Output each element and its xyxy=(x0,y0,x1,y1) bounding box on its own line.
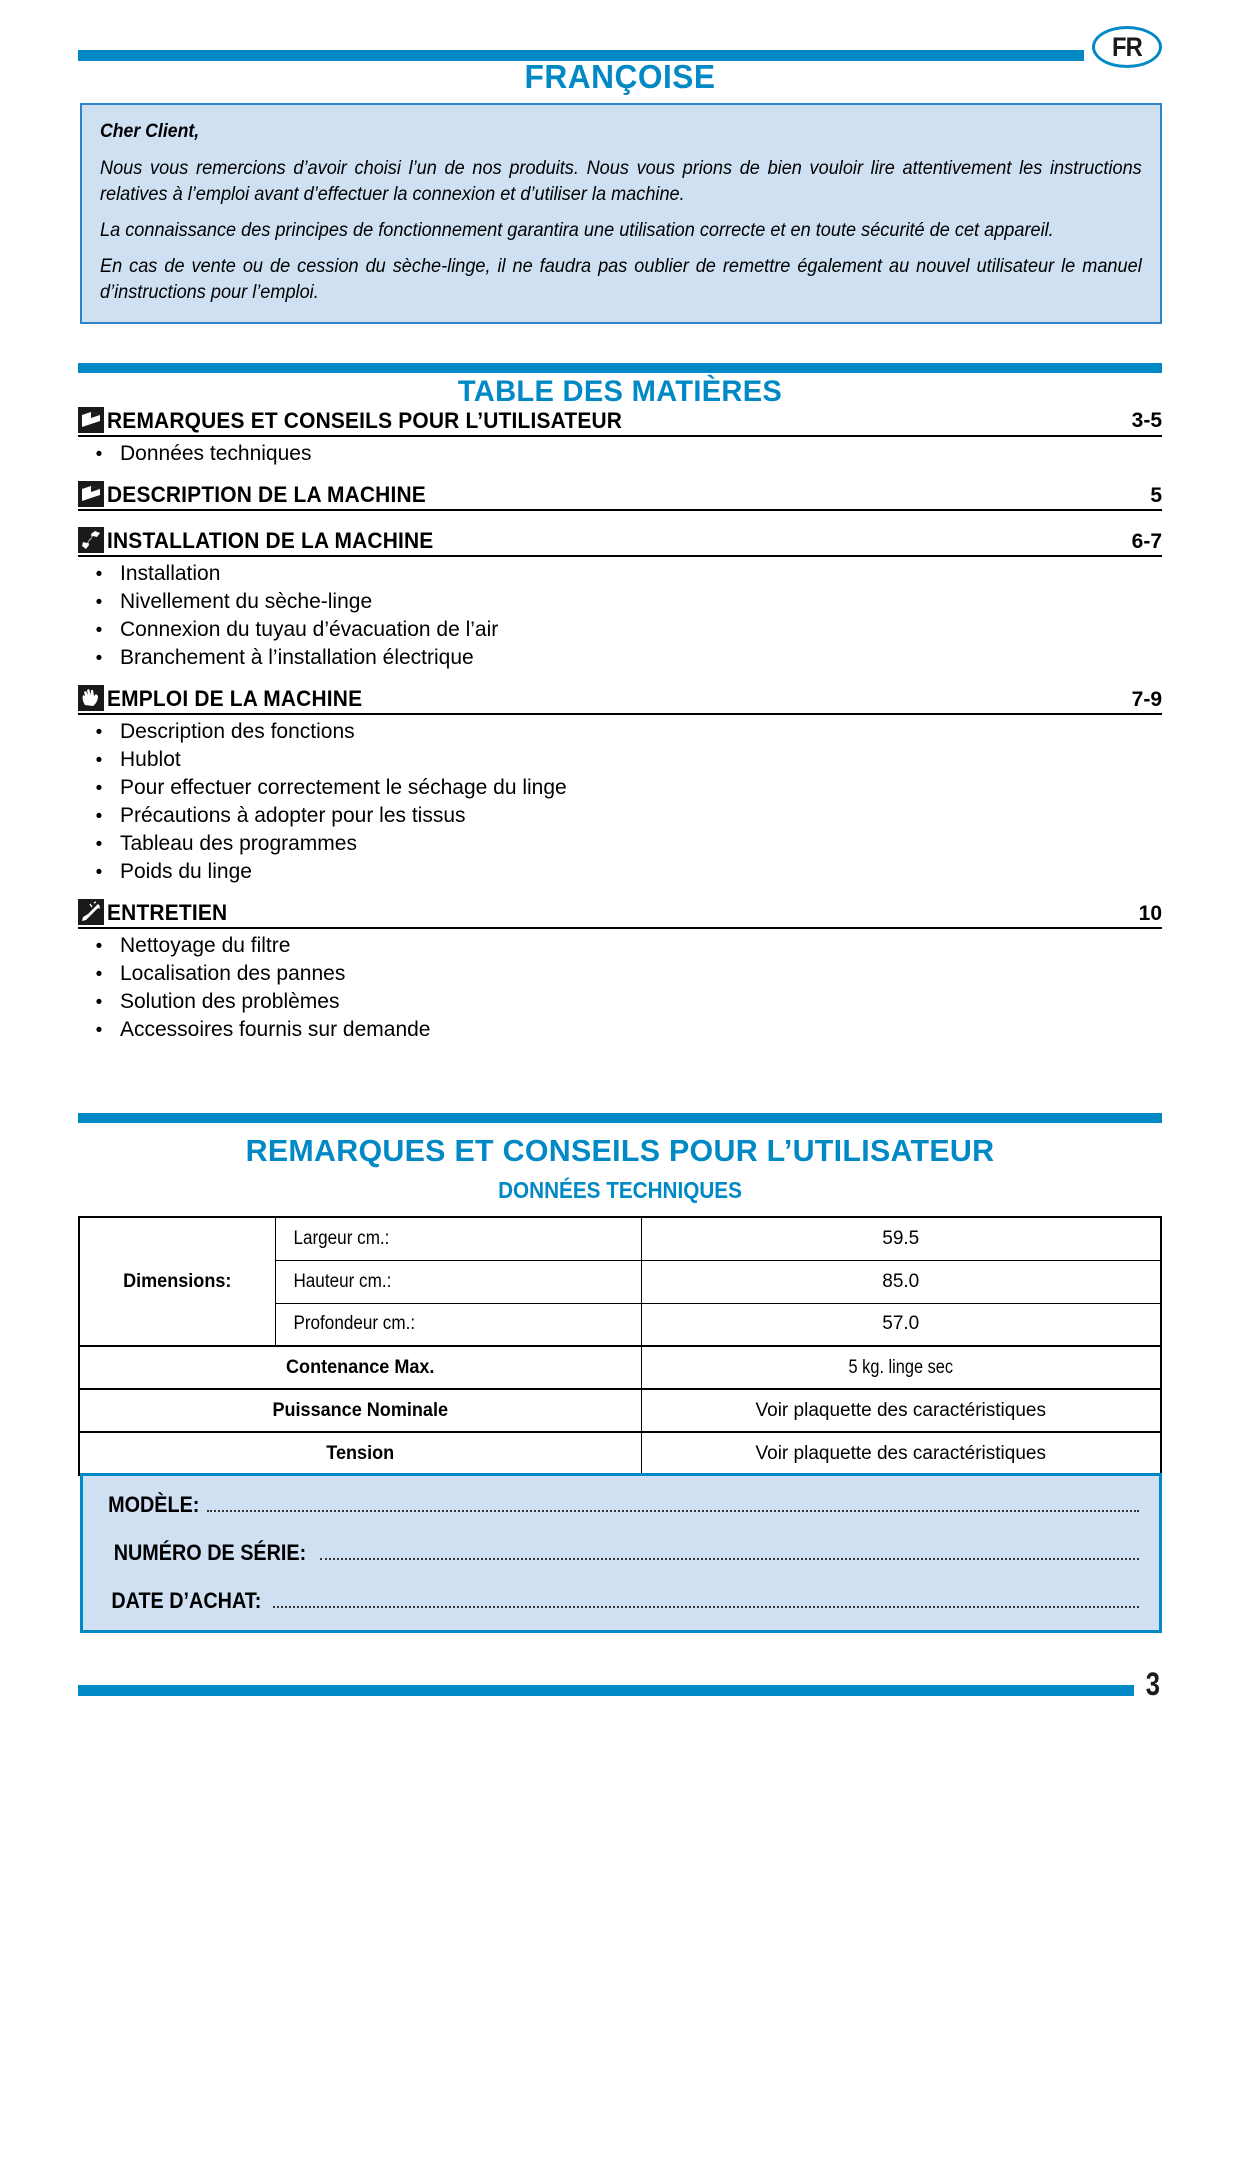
owner-details-panel xyxy=(80,1473,1162,1633)
toc-section-label: EMPLOI DE LA MACHINE xyxy=(107,685,363,711)
toc-item-label: Tableau des programmes xyxy=(120,831,357,855)
dimensions-label: Dimensions: xyxy=(84,1217,270,1346)
toc-section-page: 5 xyxy=(1150,483,1162,507)
language-badge-label: FR xyxy=(1112,31,1142,62)
toc-item-label: Description des fonctions xyxy=(120,719,355,743)
toc-item-label: Hublot xyxy=(120,747,181,771)
toc-item-label: Accessoires fournis sur demande xyxy=(120,1017,431,1041)
serial-label: NUMÉRO DE SÉRIE: xyxy=(113,1540,307,1565)
bullet-icon: • xyxy=(95,935,103,957)
bullet-icon: • xyxy=(95,805,103,827)
toc-section-label: REMARQUES ET CONSEILS POUR L’UTILISATEUR xyxy=(107,407,623,433)
bullet-icon: • xyxy=(95,721,103,743)
table-row xyxy=(79,1432,1161,1475)
toc-item-label: Localisation des pannes xyxy=(120,961,346,985)
serial-field-row[interactable] xyxy=(103,1540,1139,1566)
toc-item-label: Connexion du tuyau d’évacuation de l’air xyxy=(120,617,499,641)
row-label: Tension xyxy=(93,1432,627,1475)
page-number: 3 xyxy=(1145,1666,1161,1702)
toc-item-label: Données techniques xyxy=(120,441,312,465)
bullet-icon: • xyxy=(95,563,103,585)
chapter-title: REMARQUES ET CONSEILS POUR L’UTILISATEUR xyxy=(245,1133,995,1168)
bullet-icon: • xyxy=(95,833,103,855)
toc-section-label: INSTALLATION DE LA MACHINE xyxy=(107,527,434,553)
bullet-icon: • xyxy=(95,619,103,641)
list-item[interactable] xyxy=(78,1013,1162,1041)
page-footer xyxy=(78,1666,1162,1709)
bullet-icon: • xyxy=(95,591,103,613)
table-row xyxy=(79,1217,1161,1260)
intro-greeting: Cher Client, xyxy=(100,121,200,142)
bullet-icon: • xyxy=(95,777,103,799)
purchase-date-input-line[interactable] xyxy=(273,1606,1139,1608)
model-field-row[interactable] xyxy=(103,1492,1139,1518)
intro-paragraph-1: Nous vous remercions d’avoir choisi l’un de nos produits. Nous vous prions de bien vouloir lire attentivement les instructions relatives à l’emploi avant d’effectuer la connexion et d’utiliser la machine. xyxy=(100,157,1142,206)
row-label: Largeur cm.: xyxy=(275,1217,604,1260)
toc-item-label: Précautions à adopter pour les tissus xyxy=(120,803,466,827)
toc-item-label: Installation xyxy=(120,561,221,585)
row-label: Contenance Max. xyxy=(93,1346,627,1389)
bullet-icon: • xyxy=(95,861,103,883)
toc-section-page: 10 xyxy=(1138,901,1162,925)
chapter-subtitle: DONNÉES TECHNIQUES xyxy=(498,1177,742,1203)
intro-paragraph-2: La connaissance des principes de fonctionnement garantira une utilisation correcte et en toute sécurité de cet appareil. xyxy=(100,219,1054,242)
toc-item-label: Nettoyage du filtre xyxy=(120,933,291,957)
table-row xyxy=(79,1346,1161,1389)
serial-input-line[interactable] xyxy=(320,1558,1139,1560)
technical-data-table xyxy=(78,1216,1162,1476)
toc-title: TABLE DES MATIÈRES xyxy=(457,375,783,408)
chapter-divider-bar xyxy=(78,1113,1162,1123)
toc-section-page: 7-9 xyxy=(1131,687,1162,711)
bullet-icon: • xyxy=(95,749,103,771)
toc-item-label: Solution des problèmes xyxy=(120,989,340,1013)
intro-paragraph-3: En cas de vente ou de cession du sèche-linge, il ne faudra pas oublier de remettre également au nouvel utilisateur le manuel d’instructions pour l’emploi. xyxy=(100,255,1142,303)
toc-item-label: Poids du linge xyxy=(120,859,252,883)
row-value: 59.5 xyxy=(641,1217,1161,1260)
row-label: Profondeur cm.: xyxy=(275,1303,604,1346)
toc-item-label: Pour effectuer correctement le séchage du linge xyxy=(120,775,567,799)
bullet-icon: • xyxy=(95,963,103,985)
row-label: Hauteur cm.: xyxy=(275,1260,604,1303)
row-label: Puissance Nominale xyxy=(93,1389,627,1432)
toc-section-label: ENTRETIEN xyxy=(107,899,228,925)
toc-section-label: DESCRIPTION DE LA MACHINE xyxy=(107,481,426,507)
row-value: 85.0 xyxy=(641,1260,1161,1303)
row-value: 5 kg. linge sec xyxy=(677,1346,1124,1389)
model-label: MODÈLE: xyxy=(108,1492,200,1517)
toc-item-label: Branchement à l’installation électrique xyxy=(120,645,474,669)
bullet-icon: • xyxy=(95,647,103,669)
footer-accent-bar xyxy=(78,1685,1134,1696)
row-value: Voir plaquette des caractéristiques xyxy=(641,1432,1161,1475)
bullet-icon: • xyxy=(95,1019,103,1041)
toc-item-label: Nivellement du sèche-linge xyxy=(120,589,373,613)
row-value: 57.0 xyxy=(641,1303,1161,1346)
toc-divider-bar xyxy=(78,363,1162,373)
bullet-icon: • xyxy=(95,443,103,465)
purchase-date-field-row[interactable] xyxy=(103,1588,1139,1614)
intro-panel xyxy=(80,103,1162,324)
table-row xyxy=(79,1389,1161,1432)
purchase-date-label: DATE D’ACHAT: xyxy=(111,1588,262,1613)
toc-section-page: 6-7 xyxy=(1131,529,1162,553)
page-title: FRANÇOISE xyxy=(524,58,716,95)
toc-section-page: 3-5 xyxy=(1131,409,1162,433)
model-input-line[interactable] xyxy=(207,1510,1139,1512)
table-of-contents xyxy=(78,407,1162,1041)
bullet-icon: • xyxy=(95,991,103,1013)
row-value: Voir plaquette des caractéristiques xyxy=(641,1389,1161,1432)
